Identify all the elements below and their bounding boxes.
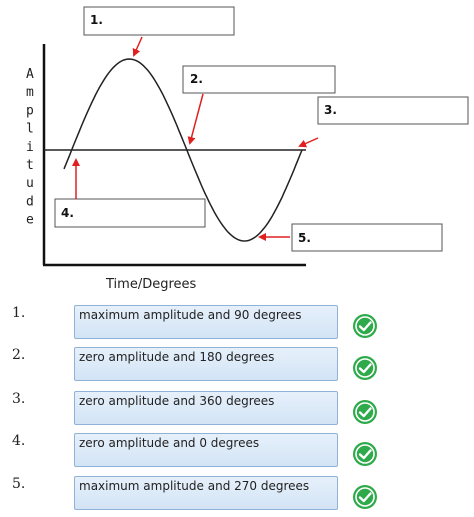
answer-field-2[interactable]: zero amplitude and 180 degrees (74, 347, 338, 381)
y-axis-title (26, 67, 34, 228)
answer-row-5 (0, 476, 474, 514)
y-axis-letter: t (26, 158, 34, 173)
answer-field-4[interactable]: zero amplitude and 0 degrees (74, 433, 338, 467)
label-5-text: 5. (298, 231, 311, 245)
label-box-3 (318, 97, 468, 124)
y-axis-letter: A (26, 67, 34, 82)
answer-field-1[interactable]: maximum amplitude and 90 degrees (74, 305, 338, 339)
label-box-2 (183, 66, 335, 93)
answer-number-2: 2. (12, 347, 26, 363)
answer-number-4: 4. (12, 433, 26, 449)
answer-number-5: 5. (12, 476, 26, 492)
check-icon (352, 313, 378, 339)
y-axis-letter: u (26, 176, 34, 192)
y-axis-letter: m (26, 85, 34, 101)
label-box-1 (84, 7, 234, 35)
label-box-4 (55, 199, 205, 227)
arrow-3 (300, 138, 318, 146)
check-icon (352, 484, 378, 510)
label-1-text: 1. (90, 13, 103, 27)
answer-number-3: 3. (12, 391, 26, 407)
y-axis-letter: l (26, 121, 34, 137)
answer-row-4 (0, 433, 474, 471)
y-axis-letter: i (26, 139, 34, 155)
answer-row-1 (0, 305, 474, 343)
label-2-text: 2. (190, 72, 203, 86)
arrow-1 (134, 37, 142, 55)
answer-row-2 (0, 347, 474, 385)
y-axis-letter: e (26, 212, 34, 228)
label-4-text: 4. (61, 206, 74, 220)
label-box-5 (292, 224, 442, 251)
y-axis-letter: d (26, 194, 34, 210)
check-icon (352, 441, 378, 467)
arrow-2 (190, 94, 203, 143)
check-icon (352, 355, 378, 381)
label-3-text: 3. (324, 103, 337, 117)
check-icon (352, 399, 378, 425)
answer-field-5[interactable]: maximum amplitude and 270 degrees (74, 476, 338, 510)
answer-number-1: 1. (12, 305, 26, 321)
y-axis-letter: p (26, 103, 34, 119)
answer-field-3[interactable]: zero amplitude and 360 degrees (74, 391, 338, 425)
x-axis-title: Time/Degrees (106, 277, 197, 292)
answer-row-3 (0, 391, 474, 429)
